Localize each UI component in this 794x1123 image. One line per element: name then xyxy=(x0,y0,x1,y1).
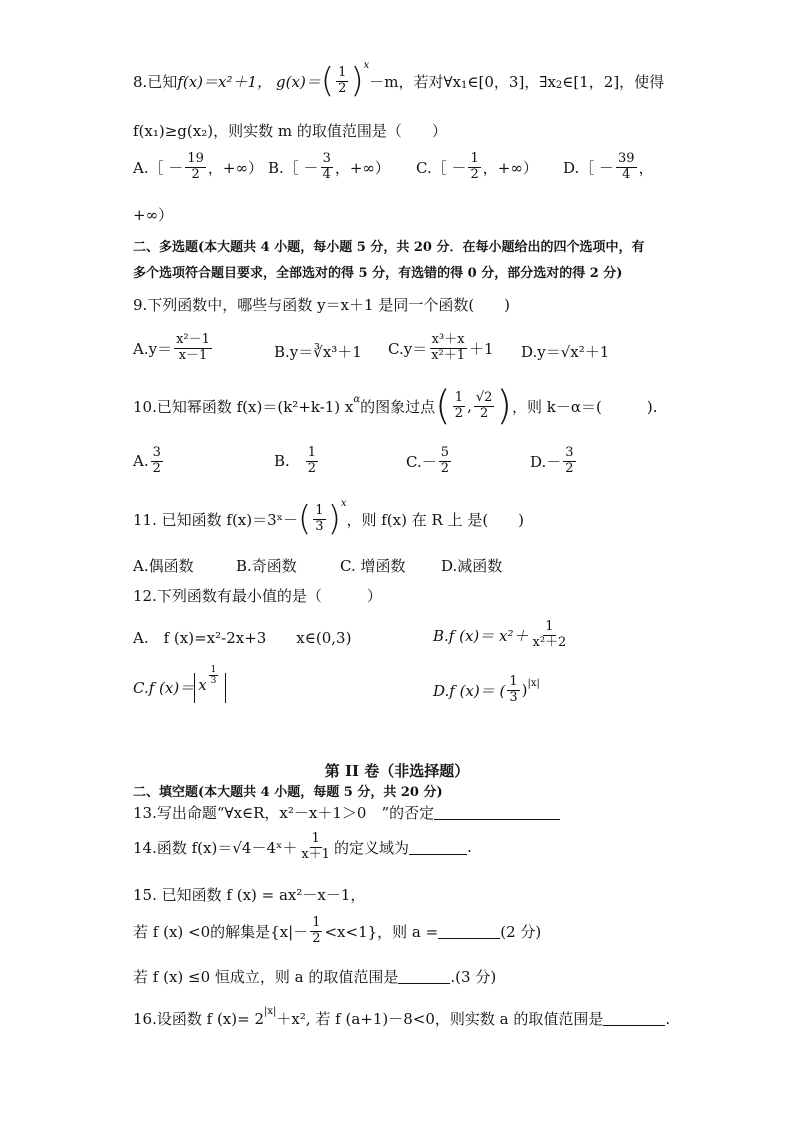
half-fraction: $\frac{1}{2}$ xyxy=(338,64,347,96)
q16-end: . xyxy=(665,1009,671,1028)
q15-fraction: $\frac{1}{2}$ xyxy=(312,915,321,946)
absolute-value xyxy=(194,665,226,703)
answer-blank[interactable] xyxy=(438,924,500,939)
opt-fraction: $\frac{\text{x²－1}}{x-1}$ xyxy=(176,332,210,363)
opt-suffix: ， xyxy=(638,158,654,177)
q12-option-c[interactable] xyxy=(133,665,226,703)
alpha-exponent: α xyxy=(353,393,361,405)
q12-stem: 12.下列函数有最小值的是（ ） xyxy=(133,587,382,605)
q15-line2-mid: <x<1}，则 a = xyxy=(324,922,439,941)
opt-prefix: D.－ xyxy=(530,452,562,471)
opt-fraction: $\frac{3}{2}$ xyxy=(152,445,161,476)
sub-1: 1 xyxy=(461,79,468,91)
section2-line1: 二、多选题(本大题共 4 小题，每小题 5 分，共 20 分．在每小题给出的四个选项中，有 xyxy=(133,240,645,255)
right-paren: ) xyxy=(496,383,513,429)
opt-fraction: $\frac{3}{4}$ xyxy=(322,151,331,182)
q8-range2: ∈[1，2]，使得 xyxy=(562,72,665,91)
opt-prefix: B.［ － xyxy=(268,158,319,177)
opt-fraction: $\frac{3}{2}$ xyxy=(565,445,574,476)
q14-stem: 14.函数 f(x)＝√4－4ˣ＋ xyxy=(133,838,298,857)
q15-line1: 15. 已知函数 f (x) = ax²－x－1， xyxy=(133,886,366,904)
opt-prefix: C.－ xyxy=(406,452,437,471)
opt-fraction: $\frac{19}{2}$ xyxy=(187,151,204,182)
opt-fraction: $\frac{1}{3}$ xyxy=(509,674,518,705)
opt-prefix: A. xyxy=(133,452,149,471)
opt-prefix: C.y＝ xyxy=(388,339,428,358)
q10-option-c[interactable] xyxy=(406,446,453,477)
q15-line3 xyxy=(133,966,496,987)
opt-suffix: ，+∞） xyxy=(482,158,538,177)
q9-option-b[interactable]: B.y＝∛x³＋1 xyxy=(274,343,362,361)
q10-stem xyxy=(133,383,658,429)
left-paren: ( xyxy=(435,383,451,429)
opt-prefix: A.［ － xyxy=(133,158,184,177)
opt-fraction: $\frac{\text{x³＋x}}{\text{x²＋1}}$ xyxy=(431,332,466,363)
answer-blank[interactable] xyxy=(409,840,467,855)
q8-range1: ∈[0，3]，∃x xyxy=(467,72,556,91)
q10-stem-a: 10.已知幂函数 f(x)＝(k²+k-1) x xyxy=(133,397,354,416)
left-paren: ( xyxy=(298,499,312,539)
q10-stem-b: 的图象过点 xyxy=(360,397,436,416)
q10-option-d[interactable] xyxy=(530,446,578,477)
q8-f-def: f(x)＝x²＋1， xyxy=(177,72,273,91)
answer-blank[interactable] xyxy=(434,805,560,820)
sub-2: 2 xyxy=(555,79,563,91)
q16-mid: ＋x², 若 f (a+1)－8<0，则实数 a 的取值范围是 xyxy=(276,1010,604,1028)
q8-g-def-b: －m，若对∀x xyxy=(369,72,462,91)
q9-option-a[interactable] xyxy=(133,333,214,364)
q14-stem-b: 的定义域为 xyxy=(333,838,409,857)
part-ii-title: 第 II 卷（非选择题） xyxy=(324,762,470,780)
q8-option-c[interactable] xyxy=(416,152,538,183)
opt-fraction: $\frac{5}{2}$ xyxy=(440,445,449,476)
section3-header: 二、填空题(本大题共 4 小题，每题 5 分，共 20 分) xyxy=(133,785,443,800)
opt-suffix: ) xyxy=(521,681,528,700)
opt-suffix: ，+∞） xyxy=(334,158,390,177)
q11-stem-a: 11. 已知函数 f(x)＝3ˣ－ xyxy=(133,510,299,529)
q13-line xyxy=(133,802,560,823)
q14-line xyxy=(133,832,472,863)
q15-line2 xyxy=(133,916,541,947)
q8-option-a[interactable] xyxy=(133,152,263,183)
q10-option-b[interactable] xyxy=(274,446,320,477)
section2-line2: 多个选项符合题目要求，全部选对的得 5 分，有选错的得 0 分，部分选对的得 2 分) xyxy=(133,266,623,281)
opt-prefix: B.f (x)＝ x²＋ xyxy=(433,626,529,645)
exponent-x: x xyxy=(363,59,370,71)
q8-line1 xyxy=(133,59,665,101)
q16-pre: 16.设函数 f (x)= 2 xyxy=(133,1010,264,1028)
left-paren: ( xyxy=(320,61,335,101)
q15-line2-pre: 若 f (x) <0的解集是{x|－ xyxy=(133,922,309,941)
q15-line2-end: (2 分) xyxy=(500,922,542,941)
opt-prefix: C.f (x)＝ xyxy=(133,679,195,698)
comma: , xyxy=(467,397,472,415)
opt-prefix: B. xyxy=(274,452,290,471)
third-fraction: $\frac{1}{3}$ xyxy=(315,502,324,534)
opt-fraction: $\frac{1}{2}$ xyxy=(307,445,317,476)
exp-fraction: $\frac{1}{3}$ xyxy=(210,665,217,687)
q15-line3-end: .(3 分) xyxy=(450,968,497,986)
q8-label: 8.已知 xyxy=(133,72,178,91)
opt-fraction: $\frac{1}{\text{x²＋2}}$ xyxy=(532,619,567,650)
q11-option-b[interactable]: B.奇函数 xyxy=(236,557,297,575)
q12-option-a[interactable]: A. f (x)=x²-2x+3 x∈(0,3) xyxy=(133,629,352,647)
q10-stem-c: ，则 k－α＝( ). xyxy=(512,397,658,416)
q13-stem: 13.写出命题“∀x∈R，x²－x＋1＞0 ”的否定 xyxy=(133,804,435,822)
abs-x-exponent: |x| xyxy=(264,1006,277,1017)
q11-option-a[interactable]: A.偶函数 xyxy=(133,557,194,575)
right-paren: ) xyxy=(350,61,364,101)
q8-option-b[interactable] xyxy=(268,152,390,183)
exponent-x: x xyxy=(340,497,347,509)
q15-line3-pre: 若 f (x) ≤0 恒成立，则 a 的取值范围是 xyxy=(133,968,399,986)
opt-fraction: $\frac{39}{4}$ xyxy=(618,151,635,182)
q11-option-d[interactable]: D.减函数 xyxy=(441,557,503,575)
q9-stem: 9.下列函数中，哪些与函数 y＝x＋1 是同一个函数( ) xyxy=(133,296,511,314)
opt-prefix: D.［ － xyxy=(563,158,615,177)
opt-prefix: A.y＝ xyxy=(133,339,173,358)
q8-option-d[interactable] xyxy=(563,152,654,183)
q12-option-b[interactable] xyxy=(433,620,570,651)
answer-blank[interactable] xyxy=(603,1011,665,1026)
point-x: $\frac{1}{2}$ xyxy=(454,389,464,421)
opt-prefix: C.［ － xyxy=(416,158,467,177)
q11-stem-b: ，则 f(x) 在 R 上 是( ) xyxy=(346,510,525,529)
opt-suffix: ，+∞） xyxy=(207,158,263,177)
q14-end: . xyxy=(466,838,472,857)
abs-x-exponent: |x| xyxy=(527,677,540,689)
q8-line2: f(x₁)≥g(x₂)，则实数 m 的取值范围是（ ） xyxy=(133,122,447,140)
right-paren: ) xyxy=(327,499,341,539)
point-y: $\frac{√2}{2}$ xyxy=(475,389,493,421)
q14-fraction: $\frac{1}{x+1}$ xyxy=(301,831,330,862)
answer-blank[interactable] xyxy=(398,969,450,984)
q10-option-a[interactable] xyxy=(133,446,165,477)
q8-option-d-wrap: +∞） xyxy=(133,206,174,224)
q8-g-def-a: g(x)＝ xyxy=(276,72,321,91)
q9-option-d[interactable]: D.y＝√x²＋1 xyxy=(521,343,610,361)
opt-prefix: D.f (x)＝ ( xyxy=(433,681,506,700)
q11-option-c[interactable]: C. 增函数 xyxy=(340,557,406,575)
base-x: x xyxy=(198,675,207,694)
q9-option-c[interactable] xyxy=(388,333,494,364)
q12-option-d[interactable] xyxy=(433,675,540,706)
q16-line xyxy=(133,1008,670,1029)
q11-stem xyxy=(133,497,525,539)
opt-fraction: $\frac{1}{2}$ xyxy=(470,151,479,182)
opt-suffix: ＋1 xyxy=(469,339,494,358)
